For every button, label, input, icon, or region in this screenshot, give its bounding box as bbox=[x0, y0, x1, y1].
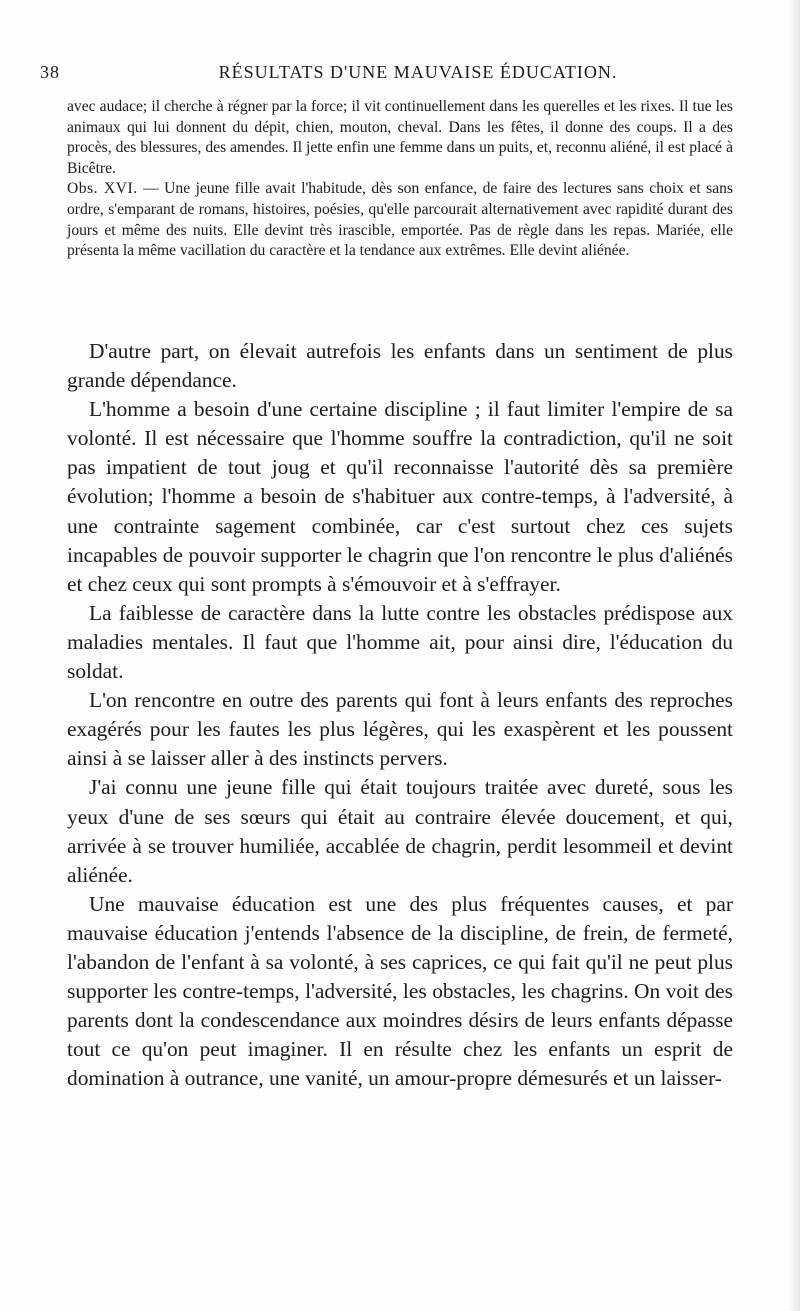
continued-paragraph: avec audace; il cherche à régner par la force; il vit continuellement dans les querelles et les rixes. Il tue les animaux qui lui donnent du dépit, chien, mouton, cheval. Dans les fêtes, il donne des coups. Il a des procès, des blessures, des amendes. Il jette enfin une femme dans un puits, et, reconnu aliéné, il est placé à Bicêtre. bbox=[67, 98, 733, 177]
running-title: RÉSULTATS D'UNE MAUVAISE ÉDUCATION. bbox=[218, 62, 618, 82]
main-text bbox=[67, 337, 733, 1093]
paragraph-4: L'on rencontre en outre des parents qui font à leurs enfants des reproches exagérés pour les fautes les plus légères, qui les exaspèrent et les poussent ainsi à se laisser aller à des instincts pervers. bbox=[67, 688, 733, 771]
paragraph-5: J'ai connu une jeune fille qui était toujours traitée avec dureté, sous les yeux d'une de ses sœurs qui était au contraire élevée doucement, et qui, arrivée à se trouver humiliée, accablée de chagrin, perdit lesommeil et devint aliénée. bbox=[67, 775, 733, 887]
page-number: 38 bbox=[40, 62, 60, 82]
page-edge-shadow bbox=[790, 0, 800, 1311]
running-head bbox=[40, 62, 760, 90]
observation-block bbox=[67, 97, 733, 262]
paragraph-3: La faiblesse de caractère dans la lutte contre les obstacles prédispose aux maladies mentales. Il faut que l'homme ait, pour ainsi dire, l'éducation du soldat. bbox=[67, 600, 733, 684]
observation-text: — Une jeune fille avait l'habitude, dès son enfance, de faire des lectures sans choix et sans ordre, s'emparant de romans, histoires, poésies, qu'elle parcourait alternativement avec rapidité durant des jours et même des nuits. Elle devint très irascible, emportée. Pas de règle dans les repas. Mariée, elle présenta la même vacillation du caractère et la tendance aux extrêmes. Elle devint aliénée. bbox=[67, 180, 733, 260]
observation-paragraph bbox=[67, 179, 733, 261]
paragraph-6: Une mauvaise éducation est une des plus fréquentes causes, et par mauvaise éducation j'entends l'absence de la discipline, de frein, de fermeté, l'abandon de l'enfant à sa volonté, à ses caprices, ce qui fait qu'il ne peut plus supporter les contre-temps, l'adversité, les obstacles, les chagrins. On voit des parents dont la condescendance aux moindres désirs de leurs enfants dépasse tout ce qu'on peut imaginer. Il en résulte chez les enfants un esprit de domination à outrance, une vanité, un amour-propre démesurés et un laisser- bbox=[67, 891, 733, 1091]
paragraph-1: D'autre part, on élevait autrefois les enfants dans un sentiment de plus grande dépendance. bbox=[67, 339, 733, 393]
observation-label: Obs. XVI. bbox=[67, 180, 138, 198]
paragraph-2: L'homme a besoin d'une certaine discipline ; il faut limiter l'empire de sa volonté. Il est nécessaire que l'homme souffre la contradiction, qu'il ne soit pas impatient de tout joug et qu'il reconnaisse l'autorité dès sa première évolution; l'homme a besoin de s'habituer aux contre-temps, à l'adversité, à une contrainte sagement combinée, car c'est surtout chez ces sujets incapables de pouvoir supporter le chagrin que l'on rencontre le plus d'aliénés et chez ceux qui sont prompts à s'émouvoir et à s'effrayer. bbox=[67, 397, 733, 596]
